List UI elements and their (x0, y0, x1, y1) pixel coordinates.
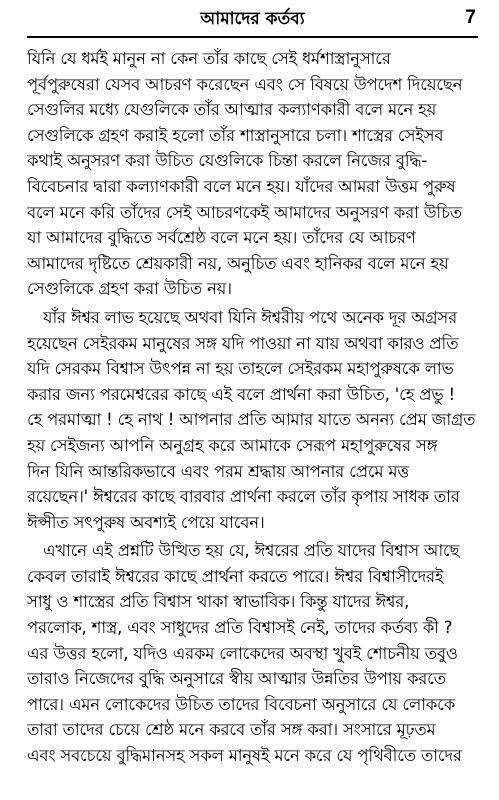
page-number: 7 (465, 7, 476, 28)
text-line: এবং সবচেয়ে বুদ্ধিমানসহ সকল মানুষই মনে করে যে পৃথিবীতে তাদের (27, 746, 462, 766)
text-line: করার জন্য পরমেশ্বরের কাছে এই বলে প্রার্থনা করা উচিত, 'হে প্রভু ! (27, 384, 455, 404)
text-line: হে পরমাত্মা ! হে নাথ ! আপনার প্রতি আমার যাতে অনন্য প্রেম জাগ্রত (27, 410, 476, 430)
text-line: যদি সেরকম বিশ্বাস উৎপন্ন না হয় তাহলে সেইরকম মহাপুরুষকে লাভ (27, 359, 454, 379)
text-line: বলে মনে করি তাঁদের সেই আচরণকেই আমাদের অনুসরণ করা উচিত (27, 202, 462, 222)
text-line: তারাও নিজেদের বুদ্ধি অনুসারে স্বীয় আত্মার উন্নতির উপায় করতে (27, 669, 446, 689)
text-line: পূর্বপুরুষেরা যেসব আচরণ করেছেন এবং সে বিষয়ে উপদেশ দিয়েছেন (27, 74, 463, 94)
header-divider (27, 36, 478, 38)
text-line: সেগুলির মধ্যে যেগুলিকে তাঁর আত্মার কল্যাণকারী বলে মনে হয় (27, 100, 437, 120)
text-line: সেগুলিকে গ্রহণ করা উচিত নয়। (27, 279, 232, 299)
paragraph-1 (27, 46, 478, 302)
text-line: এর উত্তর হলো, যদিও এরকম লোকেদের অবস্থা খুবই শোচনীয় তবুও (27, 643, 458, 663)
paragraph-2 (27, 305, 478, 535)
text-line: যিনি যে ধর্মই মানুন না কেন তাঁর কাছে সেই ধর্মশাস্ত্রানুসারে (27, 49, 391, 68)
text-line: পারে। এমন লোকেদের উচিত তাদের বিবেচনা অনুসারে যে লোককে (27, 694, 456, 714)
text-line: তারা তাদের চেয়ে শ্রেষ্ঠ মনে করবে তাঁর সঙ্গ করা। সংসারে মূঢ়তম (27, 720, 436, 740)
text-line: যাঁর ঈশ্বর লাভ হয়েছে অথবা যিনি ঈশ্বরীয় পথে অনেক দূর অগ্রসর (43, 307, 457, 327)
text-line: হয় সেইজন্য আপনি অনুগ্রহ করে আমাকে সেরূপ মহাপুরুষের সঙ্গ (27, 435, 438, 455)
text-line: বিবেচনার দ্বারা কল্যাণকারী বলে মনে হয়। যাঁদের আমরা উত্তম পুরুষ (27, 176, 456, 196)
text-line: হয়েছেন সেইরকম মানুষের সঙ্গ যদি পাওয়া না যায় অথবা কারও প্রতি (27, 333, 459, 353)
text-line: ঈপ্সীত সৎপুরুষ অবশ্যই পেয়ে যাবেন। (27, 512, 265, 532)
text-line: পরলোক, শাস্ত্র, এবং সাধুদের প্রতি বিশ্বাসই নেই, তাদের কর্তব্য কী ? (27, 618, 453, 638)
running-title: আমাদের কর্তব্য (200, 9, 305, 29)
text-line: এখানে এই প্রশ্নটি উত্থিত হয় যে, ঈশ্বরের প্রতি যাদের বিশ্বাস আছে (43, 541, 460, 561)
paragraph-3 (27, 538, 478, 768)
body-text (27, 46, 478, 769)
text-line: সেগুলিকে গ্রহণ করাই হলো তাঁর শাস্ত্রানুসারে চলা। শাস্ত্রের সেইসব (27, 125, 444, 145)
text-line: দিন যিনি আন্তরিকভাবে এবং পরম শ্রদ্ধায় আপনার প্রেমে মত্ত (27, 461, 409, 481)
text-line: যা আমাদের বুদ্ধিতে সর্বশ্রেষ্ঠ বলে মনে হয়। তাঁদের যে আচরণ (27, 228, 416, 248)
text-line: কথাই অনুসরণ করা উচিত যেগুলিকে চিন্তা করলে নিজের বুদ্ধি- (27, 151, 428, 171)
text-line: আমাদের দৃষ্টিতে শ্রেয়কারী নয়, অনুচিত এবং হানিকর বলে মনে হয় (27, 253, 449, 273)
text-line: কেবল তারাই ঈশ্বরের কাছে প্রার্থনা করতে পারে। ঈশ্বর বিশ্বাসীদেরই (27, 566, 444, 586)
text-line: সাধু ও শাস্ত্রের প্রতি বিশ্বাস থাকা স্বাভাবিক। কিন্তু যাদের ঈশ্বর, (27, 592, 410, 612)
page-header (27, 0, 478, 40)
text-line: রয়েছেন।' ঈশ্বরের কাছে বারবার প্রার্থনা করলে তাঁর কৃপায় সাধক তার (27, 487, 460, 507)
